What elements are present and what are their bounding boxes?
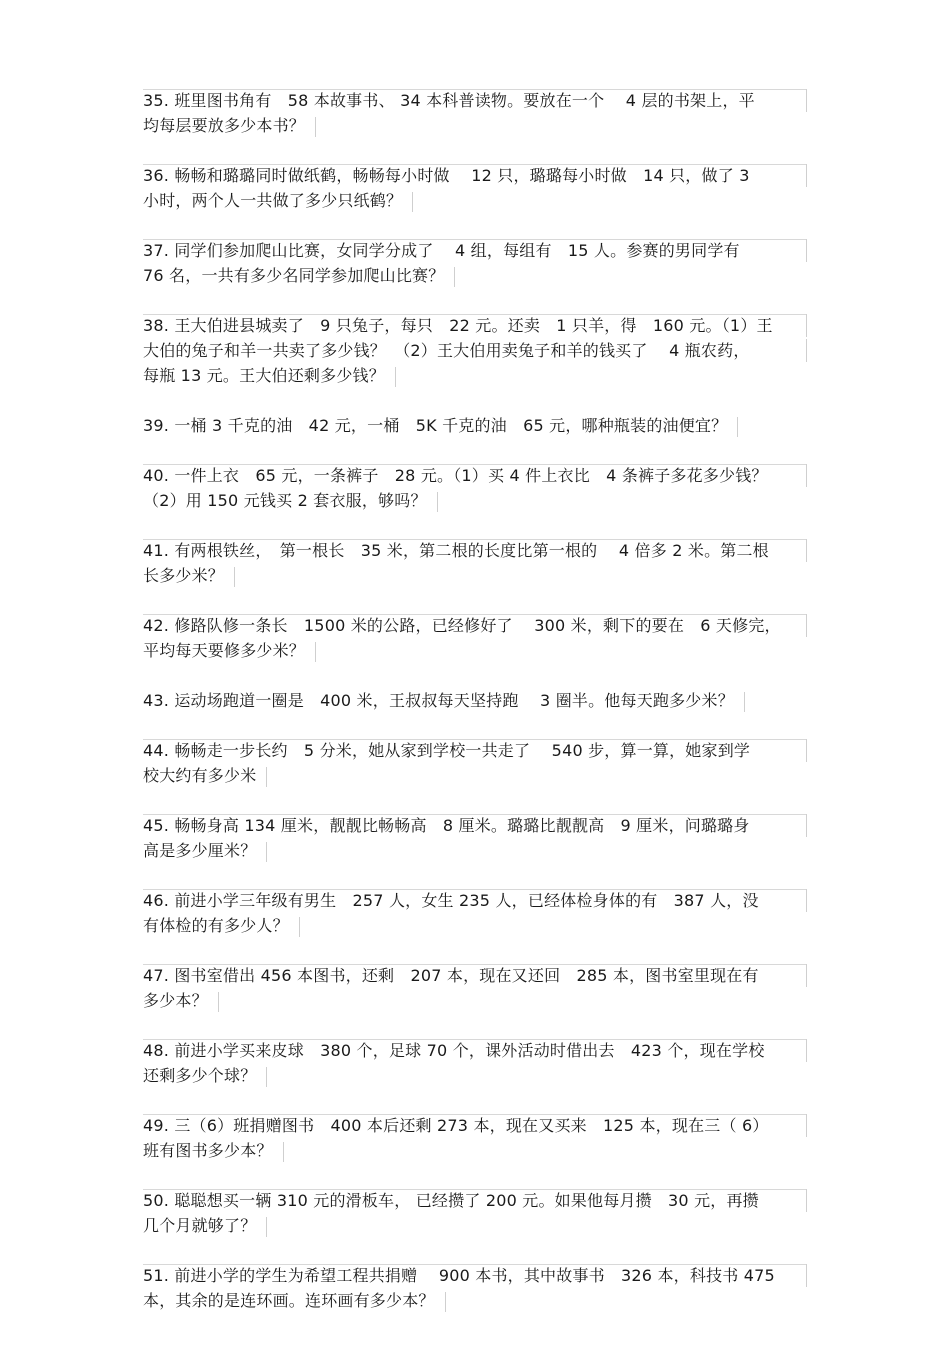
problem-line bbox=[143, 113, 807, 138]
problem-text: 44. 畅畅走一步长约 5 分米，她从家到学校一共走了 540 步，算一算，她家到学 bbox=[143, 741, 751, 760]
problem-45 bbox=[143, 813, 807, 863]
problem-line bbox=[143, 1188, 807, 1213]
problem-text: 42. 修路队修一条长 1500 米的公路，已经修好了 300 米，剩下的要在 6 天修完， bbox=[143, 616, 781, 635]
problem-41 bbox=[143, 538, 807, 588]
problem-line bbox=[143, 363, 807, 388]
problem-text: 41. 有两根铁丝， 第一根长 35 米，第二根的长度比第一根的 4 倍多 2 米。第二根 bbox=[143, 541, 769, 560]
problem-line bbox=[143, 163, 807, 188]
problem-text: 每瓶 13 元。王大伯还剩多少钱？ bbox=[143, 366, 385, 385]
problem-text: 47. 图书室借出 456 本图书，还剩 207 本，现在又还回 285 本，图书室里现在有 bbox=[143, 966, 759, 985]
problem-line bbox=[143, 1213, 807, 1238]
problem-text: 本，其余的是连环画。连环画有多少本？ bbox=[143, 1291, 435, 1310]
problem-50 bbox=[143, 1188, 807, 1238]
problem-text: 76 名，一共有多少名同学参加爬山比赛？ bbox=[143, 266, 445, 285]
problem-44 bbox=[143, 738, 807, 788]
problem-text: 45. 畅畅身高 134 厘米，靓靓比畅畅高 8 厘米。璐璐比靓靓高 9 厘米，问璐璐身 bbox=[143, 816, 750, 835]
problem-line bbox=[143, 838, 807, 863]
problem-text: 校大约有多少米 bbox=[143, 766, 257, 785]
problem-line bbox=[143, 88, 807, 113]
problem-text: 长多少米？ bbox=[143, 566, 225, 585]
problem-line bbox=[143, 963, 807, 988]
problem-text: 51. 前进小学的学生为希望工程共捐赠 900 本书，其中故事书 326 本，科技书 475 bbox=[143, 1266, 775, 1285]
problem-line bbox=[143, 888, 807, 913]
problem-line bbox=[143, 538, 807, 563]
problem-42 bbox=[143, 613, 807, 663]
problem-46 bbox=[143, 888, 807, 938]
problem-line bbox=[143, 1038, 807, 1063]
problem-text: 还剩多少个球？ bbox=[143, 1066, 257, 1085]
problem-text: 40. 一件上衣 65 元，一条裤子 28 元。（1）买 4 件上衣比 4 条裤子多花多少钱？ bbox=[143, 466, 768, 485]
problem-35 bbox=[143, 88, 807, 138]
problem-47 bbox=[143, 963, 807, 1013]
problem-text: 高是多少厘米？ bbox=[143, 841, 257, 860]
problem-51 bbox=[143, 1263, 807, 1313]
problem-text: 多少本？ bbox=[143, 991, 208, 1010]
problem-text: 平均每天要修多少米？ bbox=[143, 641, 306, 660]
problem-38 bbox=[143, 313, 807, 388]
problem-text: 46. 前进小学三年级有男生 257 人，女生 235 人，已经体检身体的有 387 人，没 bbox=[143, 891, 759, 910]
problem-text: 均每层要放多少本书？ bbox=[143, 116, 306, 135]
problem-39 bbox=[143, 413, 807, 438]
problem-line bbox=[143, 1063, 807, 1088]
problem-text: 38. 王大伯进县城卖了 9 只兔子，每只 22 元。还卖 1 只羊，得 160 元。（1）王 bbox=[143, 316, 773, 335]
problem-line bbox=[143, 613, 807, 638]
problem-40 bbox=[143, 463, 807, 513]
problem-text: 35. 班里图书角有 58 本故事书、 34 本科普读物。要放在一个 4 层的书架上，平 bbox=[143, 91, 755, 110]
problem-text: 50. 聪聪想买一辆 310 元的滑板车， 已经攒了 200 元。如果他每月攒 30 元，再攒 bbox=[143, 1191, 759, 1210]
problem-line bbox=[143, 313, 807, 338]
problem-43 bbox=[143, 688, 807, 713]
problem-line bbox=[143, 413, 807, 438]
problem-line bbox=[143, 263, 807, 288]
problem-text: 36. 畅畅和璐璐同时做纸鹤，畅畅每小时做 12 只，璐璐每小时做 14 只，做了 3 bbox=[143, 166, 750, 185]
problem-text: 48. 前进小学买来皮球 380 个，足球 70 个，课外活动时借出去 423 个，现在学校 bbox=[143, 1041, 765, 1060]
problem-line bbox=[143, 338, 807, 363]
problem-line bbox=[143, 813, 807, 838]
problem-line bbox=[143, 488, 807, 513]
problem-line bbox=[143, 763, 807, 788]
problem-text: 37. 同学们参加爬山比赛，女同学分成了 4 组，每组有 15 人。参赛的男同学有 bbox=[143, 241, 740, 260]
problem-line bbox=[143, 913, 807, 938]
problem-37 bbox=[143, 238, 807, 288]
problem-36 bbox=[143, 163, 807, 213]
problem-line bbox=[143, 238, 807, 263]
problem-line bbox=[143, 188, 807, 213]
problem-line bbox=[143, 1113, 807, 1138]
problem-line bbox=[143, 638, 807, 663]
problem-line bbox=[143, 738, 807, 763]
problem-text: 小时，两个人一共做了多少只纸鹤？ bbox=[143, 191, 403, 210]
problem-text: 班有图书多少本？ bbox=[143, 1141, 273, 1160]
problem-line bbox=[143, 1138, 807, 1163]
problem-text: 49. 三（6）班捐赠图书 400 本后还剩 273 本，现在又买来 125 本，现在三（ 6） bbox=[143, 1116, 769, 1135]
problem-text: 43. 运动场跑道一圈是 400 米，王叔叔每天坚持跑 3 圈半。他每天跑多少米？ bbox=[143, 691, 734, 710]
problem-line bbox=[143, 1288, 807, 1313]
problem-line bbox=[143, 563, 807, 588]
problem-text: （2）用 150 元钱买 2 套衣服，够吗？ bbox=[143, 491, 427, 510]
problem-text: 有体检的有多少人？ bbox=[143, 916, 289, 935]
problem-text: 大伯的兔子和羊一共卖了多少钱？ （2）王大伯用卖兔子和羊的钱买了 4 瓶农药， bbox=[143, 341, 750, 360]
problem-line bbox=[143, 1263, 807, 1288]
problem-48 bbox=[143, 1038, 807, 1088]
problem-49 bbox=[143, 1113, 807, 1163]
problem-line bbox=[143, 688, 807, 713]
problem-line bbox=[143, 463, 807, 488]
problem-text: 几个月就够了？ bbox=[143, 1216, 257, 1235]
problem-line bbox=[143, 988, 807, 1013]
problem-text: 39. 一桶 3 千克的油 42 元，一桶 5K 千克的油 65 元，哪种瓶装的油便宜？ bbox=[143, 416, 728, 435]
